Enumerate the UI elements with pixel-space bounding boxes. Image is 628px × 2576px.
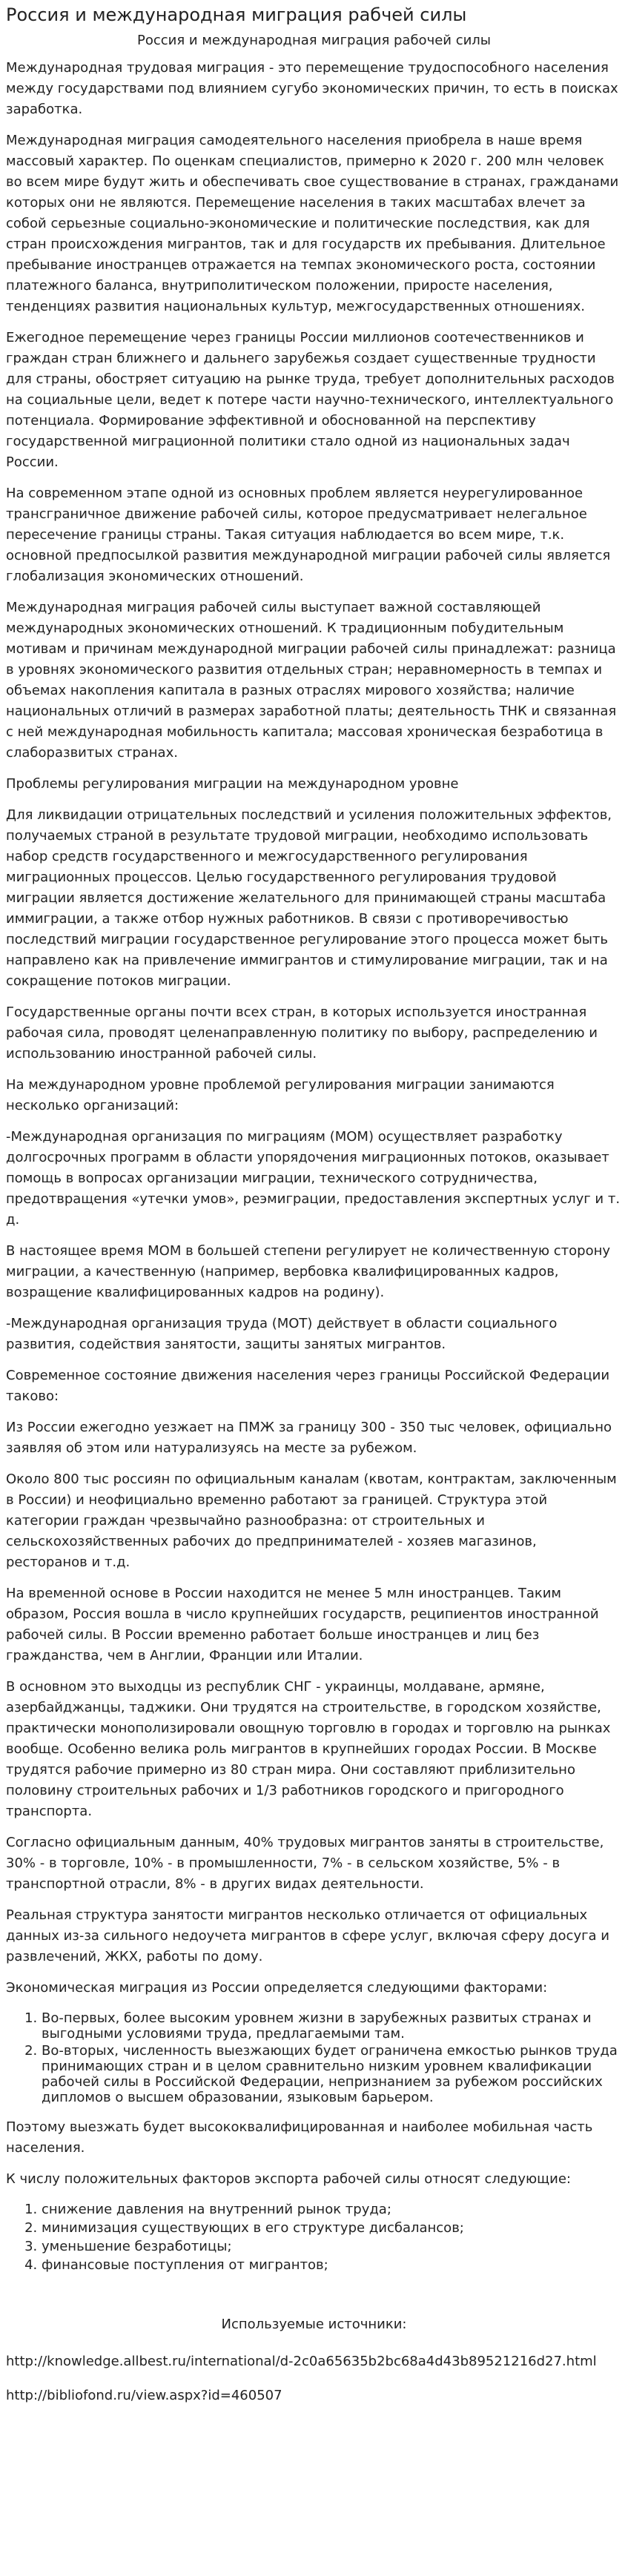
source-link-bibliofond[interactable]: http://bibliofond.ru/view.aspx?id=460507 [6, 2388, 282, 2403]
list-item: 2. минимизация существующих в его структуре дисбалансов; [42, 2220, 622, 2236]
paragraph-factors-intro: Экономическая миграция из России определяется следующими факторами: [6, 1980, 548, 1996]
paragraph-regulation-means: Для ликвидации отрицательных последствий и усиления положительных эффектов, получаемых страной в результате трудовой миграции, необходимо использовать набор средств государственного и межгосударственного регулирования миграционных процессов. Целью государственного регулирования трудовой миграции является достижение желательного для принимающей страны масштаба иммиграции, а также отбор нужных работников. В связи с противоречивостью последствий миграции государственное регулирование этого процесса может быть направлено как на привлечение иммигрантов и стимулирование миграции, так и на сокращение потоков миграции. [6, 807, 612, 989]
paragraph-current-state: Современное состояние движения населения через границы Российской Федерации таково: [6, 1368, 610, 1404]
list-item: 3. уменьшение безработицы; [42, 2239, 622, 2254]
paragraph-current-problem: На современном этапе одной из основных проблем является неурегулированное трансграничное движение рабочей силы, которое предусматривает нелегальное пересечение границы страны. Такая ситуация наблюдается во всем мире, т.к. основной предпосылкой развития международной миграции рабочей силы является глобализация экономических отношений. [6, 486, 611, 584]
paragraph-temporary-abroad: Около 800 тыс россиян по официальным каналам (квотам, контрактам, заключенным в России) и неофициально временно работают за границей. Структура этой категории граждан чрезвычайно разнообразна: от строительных и сельскохозяйственных рабочих до предпринимателей - хозяев магазинов, ресторанов и т.д. [6, 1471, 617, 1570]
list-item: 1. Во-первых, более высоким уровнем жизни в зарубежных развитых странах и выгодными условиями труда, предлагаемыми там. [42, 2010, 622, 2042]
document-subtitle: Россия и международная миграция рабочей силы [136, 33, 492, 48]
section-heading-regulation: Проблемы регулирования миграции на международном уровне [6, 776, 459, 792]
factors-list [6, 2010, 622, 2105]
source-link-allbest[interactable]: http://knowledge.allbest.ru/international/d-2c0a65635b2bc68a4d43b89521216d27.html [6, 2354, 597, 2369]
paragraph-definition: Международная трудовая миграция - это перемещение трудоспособного населения между государствами под влиянием сугубо экономических причин, то есть в поисках заработка. [6, 60, 618, 117]
paragraph-emigration: Из России ежегодно уезжает на ПМЖ за границу 300 - 350 тыс человек, официально заявляя об этом или натурализуясь на месте за рубежом. [6, 1420, 612, 1456]
paragraph-motives: Международная миграция рабочей силы выступает важной составляющей международных экономических отношений. К традиционным побудительным мотивам и причинам международной миграции рабочей силы принадлежат: разница в уровнях экономического развития отдельных стран; неравномерность в темпах и объемах накопления капитала в разных отраслях мирового хозяйства; наличие национальных отличий в размерах заработной платы; деятельность ТНК и связанная с ней международная мобильность капитала; массовая хроническая безработица в слаборазвитых странах. [6, 600, 617, 761]
paragraph-state-bodies: Государственные органы почти всех стран, в которых используется иностранная рабочая сила, проводят целенаправленную политику по выбору, распределению и использованию иностранной рабочей силы. [6, 1004, 598, 1062]
list-item: 1. снижение давления на внутренний рынок труда; [42, 2202, 622, 2217]
paragraph-ilo: -Международная организация труда (МОТ) действует в области социального развития, содействия занятости, защиты занятых мигрантов. [6, 1316, 558, 1352]
paragraph-iom: -Международная организация по миграциям (МОМ) осуществляет разработку долгосрочных программ в области упорядочения миграционных потоков, оказывает помощь в вопросах организации миграции, технического сотрудничества, предотвращения «утечки умов», реэмиграции, предоставления экспертных услуг и т. д. [6, 1129, 621, 1228]
page-title: Россия и международная миграция рабчей силы [6, 4, 467, 25]
sources-heading: Используемые источники: [221, 2317, 407, 2332]
paragraph-real-structure: Реальная структура занятости мигрантов несколько отличается от официальных данных из-за сильного недоучета мигрантов в сфере услуг, включая сферу досуга и развлечений, ЖКХ, работы по дому. [6, 1907, 609, 1964]
paragraph-positive-intro: К числу положительных факторов экспорта рабочей силы относят следующие: [6, 2171, 571, 2187]
list-item: 2. Во-вторых, численность выезжающих будет ограничена емкостью рынков труда принимающих стран и в целом сравнительно низким уровнем квалификации рабочей силы в Российской Федерации, непризнанием за рубежом российских дипломов о высшем образовании, языковым барьером. [42, 2043, 622, 2105]
list-item: 4. финансовые поступления от мигрантов; [42, 2257, 622, 2273]
paragraph-cis-migrants: В основном это выходцы из республик СНГ - украинцы, молдаване, армяне, азербайджанцы, таджики. Они трудятся на строительстве, в городском хозяйстве, практически монополизировали овощную торговлю в городах и торговлю на рынках вообще. Особенно велика роль мигрантов в крупнейших городах России. В Москве трудятся рабочие примерно из 80 стран мира. Они составляют приблизительно половину строительных рабочих и 1/3 работников городского и пригородного транспорта. [6, 1679, 611, 1819]
positive-factors-list [6, 2202, 622, 2273]
paragraph-iom-current: В настоящее время МОМ в большей степени регулирует не количественную сторону миграции, а качественную (например, вербовка квалифицированных кадров, возращение квалифицированных кадров на родину). [6, 1243, 611, 1300]
paragraph-official-data: Согласно официальным данным, 40% трудовых мигрантов заняты в строительстве, 30% - в торговле, 10% - в промышленности, 7% - в сельском хозяйстве, 5% - в транспортной отрасли, 8% - в других видах деятельности. [6, 1835, 604, 1892]
paragraph-mass-character: Международная миграция самодеятельного населения приобрела в наше время массовый характер. По оценкам специалистов, примерно к 2020 г. 200 млн человек во всем мире будут жить и обеспечивать свое существование в странах, гражданами которых они не являются. Перемещение населения в таких масштабах влечет за собой серьезные социально-экономические и политические последствия, как для стран происхождения мигрантов, так и для государств их пребывания. Длительное пребывание иностранцев отражается на темпах экономического роста, состоянии платежного баланса, внутриполитическом положении, приросте населения, тенденциях развития национальных культур, межгосударственных отношениях. [6, 133, 619, 314]
paragraph-border-movement: Ежегодное перемещение через границы России миллионов соотечественников и граждан стран ближнего и дальнего зарубежья создает существенные трудности для страны, обостряет ситуацию на рынке труда, требует дополнительных расходов на социальные цели, ведет к потере части научно-технического, интеллектуального потенциала. Формирование эффективной и обоснованной на перспективу государственной миграционной политики стало одной из национальных задач России. [6, 330, 615, 470]
paragraph-foreigners-in-russia: На временной основе в России находится не менее 5 млн иностранцев. Таким образом, Россия вошла в число крупнейших государств, реципиентов иностранной рабочей силы. В России временно работает больше иностранцев и лиц без гражданства, чем в Англии, Франции или Италии. [6, 1586, 599, 1663]
paragraph-organizations-intro: На международном уровне проблемой регулирования миграции занимаются несколько организаций: [6, 1077, 555, 1113]
paragraph-conclusion: Поэтому выезжать будет высококвалифицированная и наиболее мобильная часть населения. [6, 2119, 593, 2156]
